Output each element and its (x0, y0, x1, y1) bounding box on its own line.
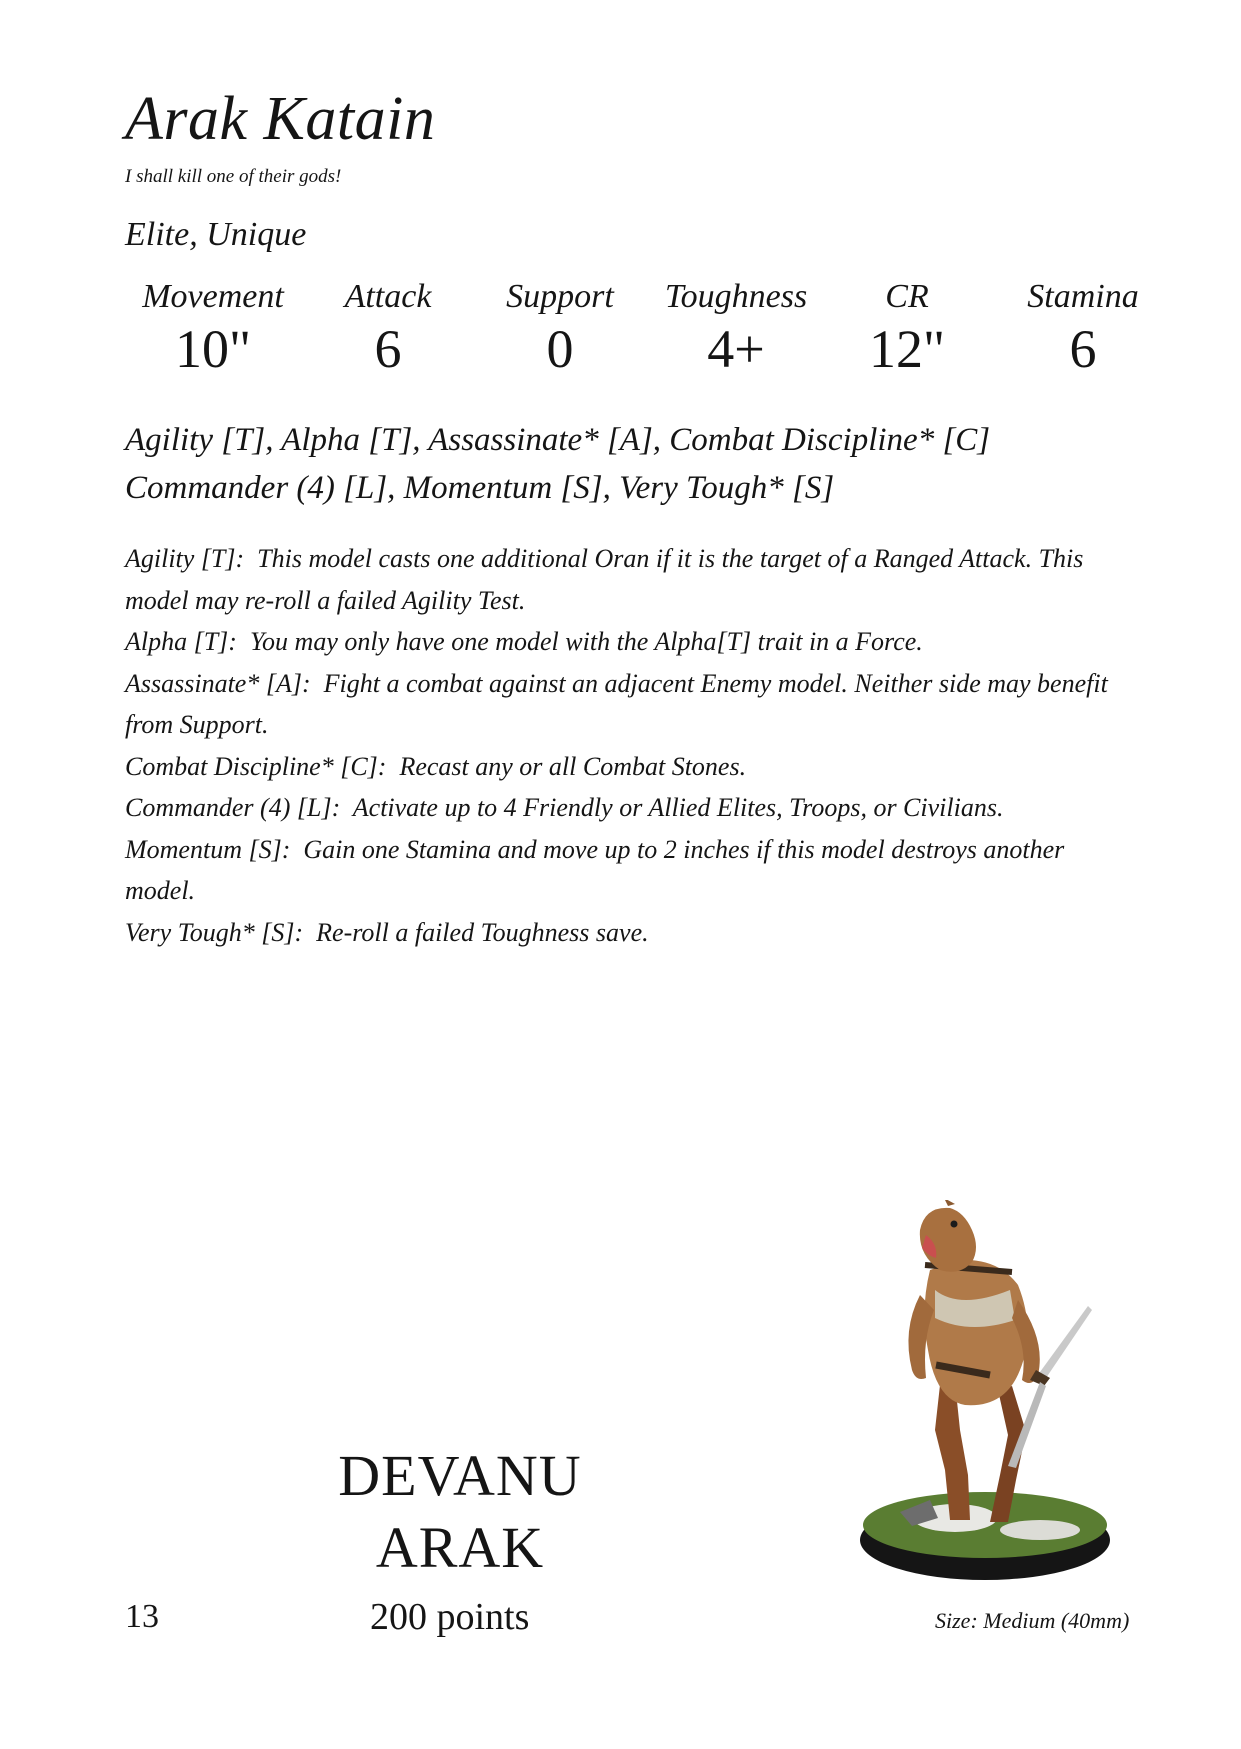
rule-name: Agility [T]: (125, 544, 245, 573)
rule-momentum (125, 829, 1125, 912)
rule-name: Very Tough* [S]: (125, 917, 304, 947)
stat-value: 0 (546, 319, 574, 380)
faction-name (290, 1440, 630, 1584)
stat-value: 12" (868, 319, 946, 380)
stat-value: 4+ (707, 319, 765, 380)
points-cost: 200 points (370, 1596, 530, 1638)
stat-movement (113, 278, 313, 382)
stat-label: Stamina (1027, 278, 1139, 315)
stat-value: 10" (174, 319, 252, 380)
rule-text: Fight a combat against an adjacent Enemy model. Neither side may benefit from Support. (125, 668, 1108, 739)
stat-stamina (983, 278, 1183, 382)
trait-list (125, 416, 1165, 512)
rule-name: Alpha [T]: (125, 627, 237, 656)
rule-text: You may only have one model with the Alpha[T] trait in a Force. (249, 627, 923, 656)
base-size: Size: Medium (40mm) (935, 1608, 1130, 1633)
stat-label: Attack (344, 278, 432, 315)
trait-line: Agility [T], Alpha [T], Assassinate* [A], Combat Discipline* [C] (125, 422, 991, 458)
stat-label: Support (506, 278, 614, 315)
faction-line: ARAK (375, 1515, 545, 1580)
miniature-image (840, 1200, 1140, 1600)
rule-commander (125, 787, 1125, 829)
trait-line: Commander (4) [L], Momentum [S], Very Tough* [S] (125, 470, 835, 506)
rule-agility (125, 538, 1125, 621)
stat-attack (288, 278, 488, 382)
rule-assassinate (125, 663, 1125, 746)
flavor-quote: I shall kill one of their gods! (125, 166, 342, 187)
rule-name: Momentum [S]: (125, 834, 291, 864)
rule-combat-discipline (125, 746, 1125, 788)
card-title: Arak Katain (125, 85, 436, 153)
faction-line: DEVANU (338, 1443, 582, 1508)
rules-text (125, 538, 1125, 953)
unit-category: Elite, Unique (125, 216, 307, 253)
rule-text: Re-roll a failed Toughness save. (316, 917, 649, 947)
stat-cr (807, 278, 1007, 382)
stat-label: CR (885, 278, 929, 315)
rule-text: Activate up to 4 Friendly or Allied Elites, Troops, or Civilians. (352, 793, 1004, 822)
rule-name: Assassinate* [A]: (125, 668, 311, 698)
rule-text: Gain one Stamina and move up to 2 inches if this model destroys another model. (125, 834, 1065, 905)
stat-toughness (636, 278, 836, 382)
stat-label: Toughness (664, 278, 808, 315)
page-number: 13 (125, 1598, 159, 1635)
rule-text: Recast any or all Combat Stones. (399, 751, 747, 781)
stat-value: 6 (1069, 319, 1097, 380)
rule-name: Combat Discipline* [C]: (125, 751, 387, 781)
stat-value: 6 (374, 319, 402, 380)
rule-text: This model casts one additional Oran if it is the target of a Ranged Attack. This model may re-roll a failed Agility Test. (125, 544, 1084, 615)
rule-very-tough (125, 912, 1125, 954)
rule-name: Commander (4) [L]: (125, 793, 341, 822)
rule-alpha (125, 621, 1125, 663)
stat-label: Movement (142, 278, 284, 315)
stat-support (460, 278, 660, 382)
